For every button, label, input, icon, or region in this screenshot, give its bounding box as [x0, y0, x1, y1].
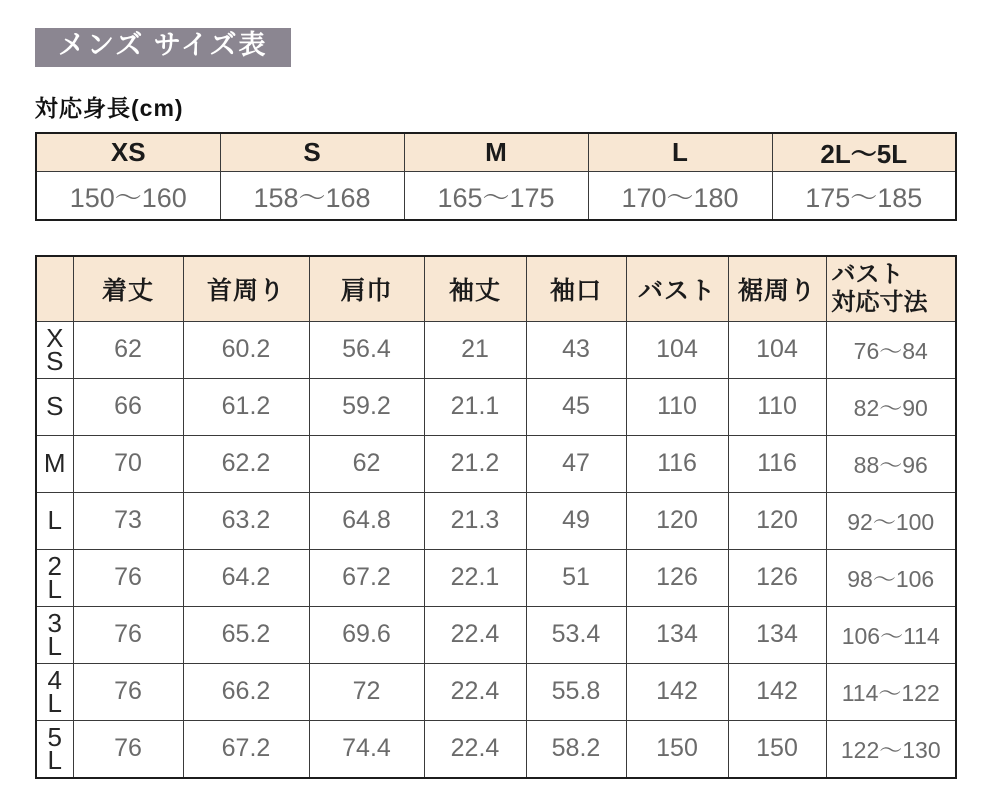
row-label-5l: 5 L — [36, 720, 73, 778]
col-header-neck: 首周り — [183, 256, 309, 322]
cell: 76 — [73, 663, 183, 720]
cell: 142 — [728, 663, 826, 720]
cell: 51 — [526, 549, 626, 606]
cell: 104 — [728, 321, 826, 378]
height-table-header-row — [36, 133, 956, 172]
cell: 134 — [626, 606, 728, 663]
cell: 22.4 — [424, 663, 526, 720]
cell: 150 — [626, 720, 728, 778]
cell: 76 — [73, 549, 183, 606]
cell-bust-range: 92〜100 — [826, 492, 956, 549]
col-header-bust: バスト — [626, 256, 728, 322]
height-table — [35, 132, 957, 221]
cell: 134 — [728, 606, 826, 663]
cell: 120 — [626, 492, 728, 549]
cell-bust-range: 106〜114 — [826, 606, 956, 663]
height-header-xs: XS — [36, 133, 220, 172]
cell: 126 — [626, 549, 728, 606]
cell: 59.2 — [309, 378, 424, 435]
cell: 126 — [728, 549, 826, 606]
cell: 64.2 — [183, 549, 309, 606]
height-range-2l-5l: 175〜185 — [772, 171, 956, 220]
size-row-m — [36, 435, 956, 492]
height-header-l: L — [588, 133, 772, 172]
cell: 22.4 — [424, 606, 526, 663]
height-header-s: S — [220, 133, 404, 172]
cell-bust-range: 114〜122 — [826, 663, 956, 720]
cell: 22.1 — [424, 549, 526, 606]
cell: 73 — [73, 492, 183, 549]
cell: 66.2 — [183, 663, 309, 720]
row-label-3l: 3 L — [36, 606, 73, 663]
cell: 60.2 — [183, 321, 309, 378]
cell: 110 — [728, 378, 826, 435]
row-label-m: M — [36, 435, 73, 492]
col-header-shoulder: 肩巾 — [309, 256, 424, 322]
col-header-sleeve-length: 袖丈 — [424, 256, 526, 322]
page-title: メンズ サイズ表 — [35, 28, 291, 67]
cell: 47 — [526, 435, 626, 492]
cell: 110 — [626, 378, 728, 435]
size-row-3l — [36, 606, 956, 663]
cell: 53.4 — [526, 606, 626, 663]
cell: 116 — [728, 435, 826, 492]
row-label-4l: 4 L — [36, 663, 73, 720]
col-header-hem: 裾周り — [728, 256, 826, 322]
row-label-xs: X S — [36, 321, 73, 378]
cell: 120 — [728, 492, 826, 549]
cell: 58.2 — [526, 720, 626, 778]
size-row-4l — [36, 663, 956, 720]
cell: 49 — [526, 492, 626, 549]
height-header-m: M — [404, 133, 588, 172]
height-header-2l-5l: 2L〜5L — [772, 133, 956, 172]
col-header-cuff: 袖口 — [526, 256, 626, 322]
cell-bust-range: 98〜106 — [826, 549, 956, 606]
height-range-l: 170〜180 — [588, 171, 772, 220]
cell: 116 — [626, 435, 728, 492]
cell: 70 — [73, 435, 183, 492]
cell-bust-range: 76〜84 — [826, 321, 956, 378]
size-table — [35, 255, 957, 779]
cell: 21.3 — [424, 492, 526, 549]
cell: 104 — [626, 321, 728, 378]
cell: 56.4 — [309, 321, 424, 378]
size-row-l — [36, 492, 956, 549]
cell: 74.4 — [309, 720, 424, 778]
cell: 142 — [626, 663, 728, 720]
cell: 67.2 — [183, 720, 309, 778]
cell-bust-range: 88〜96 — [826, 435, 956, 492]
size-row-2l — [36, 549, 956, 606]
height-range-xs: 150〜160 — [36, 171, 220, 220]
cell: 66 — [73, 378, 183, 435]
cell: 21 — [424, 321, 526, 378]
cell: 63.2 — [183, 492, 309, 549]
height-range-m: 165〜175 — [404, 171, 588, 220]
cell: 55.8 — [526, 663, 626, 720]
height-range-s: 158〜168 — [220, 171, 404, 220]
cell: 22.4 — [424, 720, 526, 778]
size-row-5l — [36, 720, 956, 778]
row-label-l: L — [36, 492, 73, 549]
row-label-2l: 2 L — [36, 549, 73, 606]
size-row-s — [36, 378, 956, 435]
cell: 150 — [728, 720, 826, 778]
cell-bust-range: 122〜130 — [826, 720, 956, 778]
size-row-xs — [36, 321, 956, 378]
cell: 21.1 — [424, 378, 526, 435]
cell: 67.2 — [309, 549, 424, 606]
cell: 45 — [526, 378, 626, 435]
cell: 69.6 — [309, 606, 424, 663]
row-label-s: S — [36, 378, 73, 435]
height-table-value-row — [36, 171, 956, 220]
cell-bust-range: 82〜90 — [826, 378, 956, 435]
cell: 62.2 — [183, 435, 309, 492]
col-header-length: 着丈 — [73, 256, 183, 322]
cell: 76 — [73, 720, 183, 778]
height-section-label: 対応身長(cm) — [35, 94, 184, 121]
cell: 76 — [73, 606, 183, 663]
col-header-bust-fit-range: バスト 対応寸法 — [826, 256, 956, 322]
cell: 62 — [309, 435, 424, 492]
cell: 61.2 — [183, 378, 309, 435]
cell: 62 — [73, 321, 183, 378]
cell: 72 — [309, 663, 424, 720]
size-table-header-row — [36, 256, 956, 322]
corner-cell — [36, 256, 73, 322]
cell: 43 — [526, 321, 626, 378]
cell: 64.8 — [309, 492, 424, 549]
cell: 65.2 — [183, 606, 309, 663]
cell: 21.2 — [424, 435, 526, 492]
